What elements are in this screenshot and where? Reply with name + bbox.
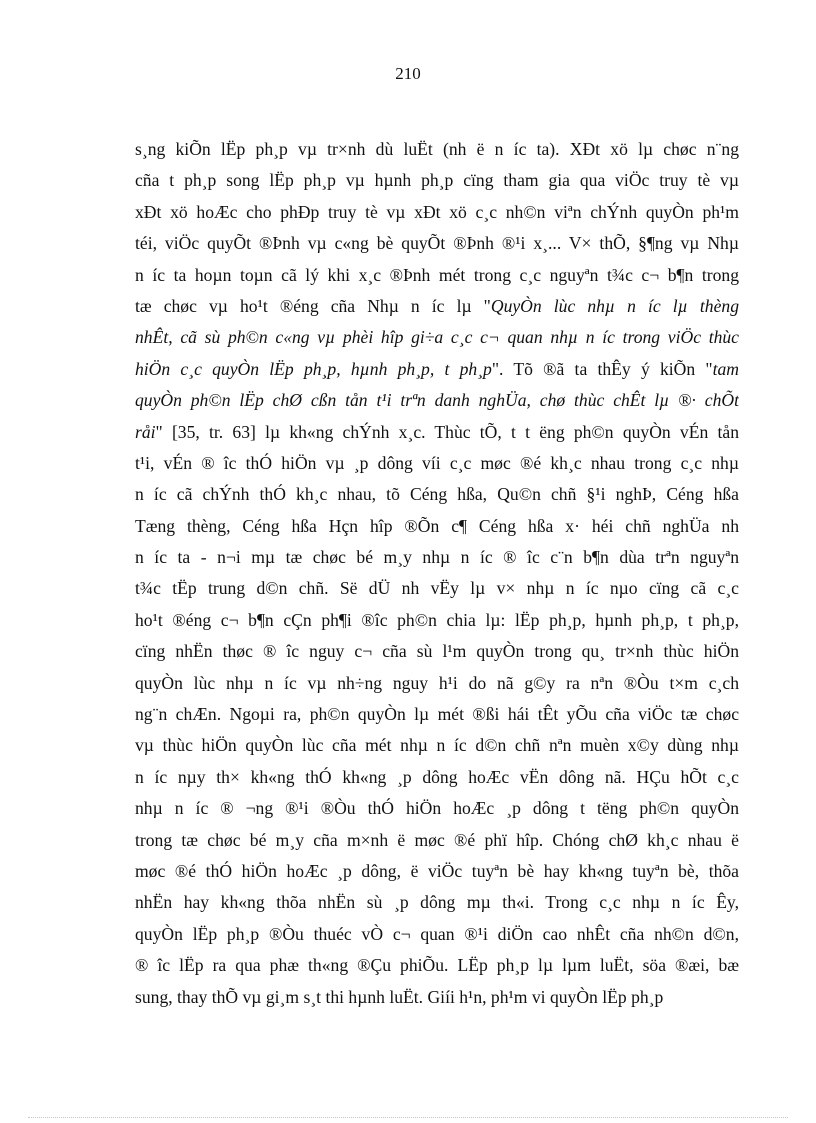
text-line bbox=[135, 228, 739, 259]
italic-quote-segment: quyÒn ph©n lËp chØ cßn tån t¹i trªn danh nghÜa, chø thùc chÊt lµ ®· chÕt bbox=[135, 390, 739, 411]
text-segment: vµ thùc hiÖn quyÒn lùc cña mét nhµ n íc d©n chñ nªn muèn x©y dùng nhµ bbox=[135, 735, 739, 756]
text-segment: sung, thay thÕ vµ gi¸m s¸t thi hµnh luËt. Giíi h¹n, ph¹m vi quyÒn lËp ph¸p bbox=[135, 986, 664, 1007]
text-segment: t¾c tËp trung d©n chñ. Së dÜ nh vËy lµ v× nhµ n íc nµo cïng cã c¸c bbox=[135, 578, 739, 599]
page-bottom-divider bbox=[28, 1117, 788, 1118]
text-segment: quyÒn lËp ph¸p ®Òu thuéc vÒ c¬ quan ®¹i diÖn cao nhÊt cña nh©n d©n, bbox=[135, 923, 739, 944]
text-line bbox=[135, 636, 739, 667]
text-line bbox=[135, 511, 739, 542]
text-line bbox=[135, 291, 739, 322]
text-segment: s¸ng kiÕn lËp ph¸p vµ tr×nh dù luËt (nh ë n íc ta). XÐt xö lµ chøc n¨ng bbox=[135, 139, 739, 159]
text-segment: " [35, tr. 63] lµ kh«ng chÝnh x¸c. Thùc tÕ, t t ëng ph©n quyÒn vÉn tån bbox=[155, 421, 739, 442]
text-segment: tæ chøc vµ ho¹t ®éng cña Nhµ n íc lµ " bbox=[135, 295, 491, 316]
text-segment: xÐt xö hoÆc cho phÐp truy tè vµ xÐt xö c¸c nh©n viªn chÝnh quyÒn ph¹m bbox=[135, 201, 739, 222]
text-segment: cña t ph¸p song lËp ph¸p vµ hµnh ph¸p cïng tham gia qua viÖc truy tè vµ bbox=[135, 170, 739, 191]
text-segment: quyÒn lùc nhµ n íc vµ nh÷ng nguy h¹i do nã g©y ra nªn ®Òu t×m c¸ch bbox=[135, 672, 739, 693]
text-segment: ® îc lËp ra qua phæ th«ng ®Çu phiÕu. LËp ph¸p lµ lµm luËt, söa ®æi, bæ bbox=[135, 955, 739, 976]
text-line bbox=[135, 762, 739, 793]
italic-quote-segment: QuyÒn lùc nhµ n íc lµ thèng bbox=[490, 295, 739, 316]
text-line bbox=[135, 448, 739, 479]
body-paragraph bbox=[135, 134, 739, 1013]
text-line bbox=[135, 856, 739, 887]
text-line bbox=[135, 165, 739, 196]
text-line bbox=[135, 730, 739, 761]
text-segment: n íc ta - n¬i mµ tæ chøc bé m¸y nhµ n íc ® îc c¨n b¶n dùa trªn nguyªn bbox=[135, 547, 739, 568]
text-line bbox=[135, 950, 739, 981]
italic-quote-segment: hiÖn c¸c quyÒn lËp ph¸p, hµnh ph¸p, t ph¸p bbox=[135, 358, 492, 379]
text-line bbox=[135, 260, 739, 291]
text-segment: ng¨n chÆn. Ngoµi ra, ph©n quyÒn lµ mét ®ßi hái tÊt yÕu cña viÖc tæ chøc bbox=[135, 704, 739, 725]
text-line bbox=[135, 197, 739, 228]
text-segment: n íc ta hoµn toµn cã lý khi x¸c ®Þnh mét trong c¸c nguyªn t¾c c¬ b¶n trong bbox=[135, 264, 739, 285]
text-line bbox=[135, 385, 739, 416]
italic-quote-segment: råi bbox=[135, 421, 156, 442]
text-segment: nhµ n íc ® ¬ng ®¹i ®Òu thÓ hiÖn hoÆc ¸p dông t tëng ph©n quyÒn bbox=[135, 798, 739, 819]
text-line bbox=[135, 605, 739, 636]
text-segment: t¹i, vÉn ® îc thÓ hiÖn vµ ¸p dông víi c¸c møc ®é kh¸c nhau trong c¸c nhµ bbox=[135, 452, 739, 473]
text-segment: nhËn hay kh«ng thõa nhËn sù ¸p dông mµ th«i. Trong c¸c nhµ n íc Êy, bbox=[135, 892, 739, 913]
text-line bbox=[135, 134, 739, 165]
text-line bbox=[135, 793, 739, 824]
text-line bbox=[135, 542, 739, 573]
text-line bbox=[135, 417, 739, 448]
text-segment: n íc cã chÝnh thÓ kh¸c nhau, tõ Céng hßa, Qu©n chñ §¹i nghÞ, Céng hßa bbox=[135, 484, 739, 505]
text-line bbox=[135, 982, 739, 1013]
text-line bbox=[135, 825, 739, 856]
text-line bbox=[135, 887, 739, 918]
text-line bbox=[135, 322, 739, 353]
text-line bbox=[135, 668, 739, 699]
italic-quote-segment: tam bbox=[712, 358, 739, 379]
text-segment: Tæng thèng, Céng hßa Hçn hîp ®Õn c¶ Céng hßa x· héi chñ nghÜa nh bbox=[135, 515, 739, 536]
text-segment: cïng nhËn thøc ® îc nguy c¬ cña sù l¹m quyÒn trong qu¸ tr×nh thùc hiÖn bbox=[135, 641, 739, 662]
text-line bbox=[135, 479, 739, 510]
text-line bbox=[135, 354, 739, 385]
page-number: 210 bbox=[395, 64, 421, 83]
text-segment: n íc nµy th× kh«ng thÓ kh«ng ¸p dông hoÆc vËn dông nã. HÇu hÕt c¸c bbox=[135, 766, 739, 787]
text-segment: trong tæ chøc bé m¸y cña m×nh ë møc ®é phï hîp. Chóng chØ kh¸c nhau ë bbox=[135, 829, 739, 850]
text-segment: møc ®é thÓ hiÖn hoÆc ¸p dông, ë viÖc tuyªn bè hay kh«ng tuyªn bè, thõa bbox=[135, 860, 739, 881]
text-line bbox=[135, 919, 739, 950]
text-line bbox=[135, 573, 739, 604]
text-segment: ". Tõ ®ã ta thÊy ý kiÕn " bbox=[491, 358, 713, 379]
text-line bbox=[135, 699, 739, 730]
text-segment: téi, viÖc quyÕt ®Þnh vµ c«ng bè quyÕt ®Þnh ®¹i x¸... V× thÕ, §¶ng vµ Nhµ bbox=[135, 233, 739, 254]
italic-quote-segment: nhÊt, cã sù ph©n c«ng vµ phèi hîp gi÷a c¸c c¬ quan nhµ n íc trong viÖc thùc bbox=[135, 327, 739, 348]
text-segment: ho¹t ®éng c¬ b¶n cÇn ph¶i ®îc ph©n chia lµ: lËp ph¸p, hµnh ph¸p, t ph¸p, bbox=[135, 609, 739, 630]
